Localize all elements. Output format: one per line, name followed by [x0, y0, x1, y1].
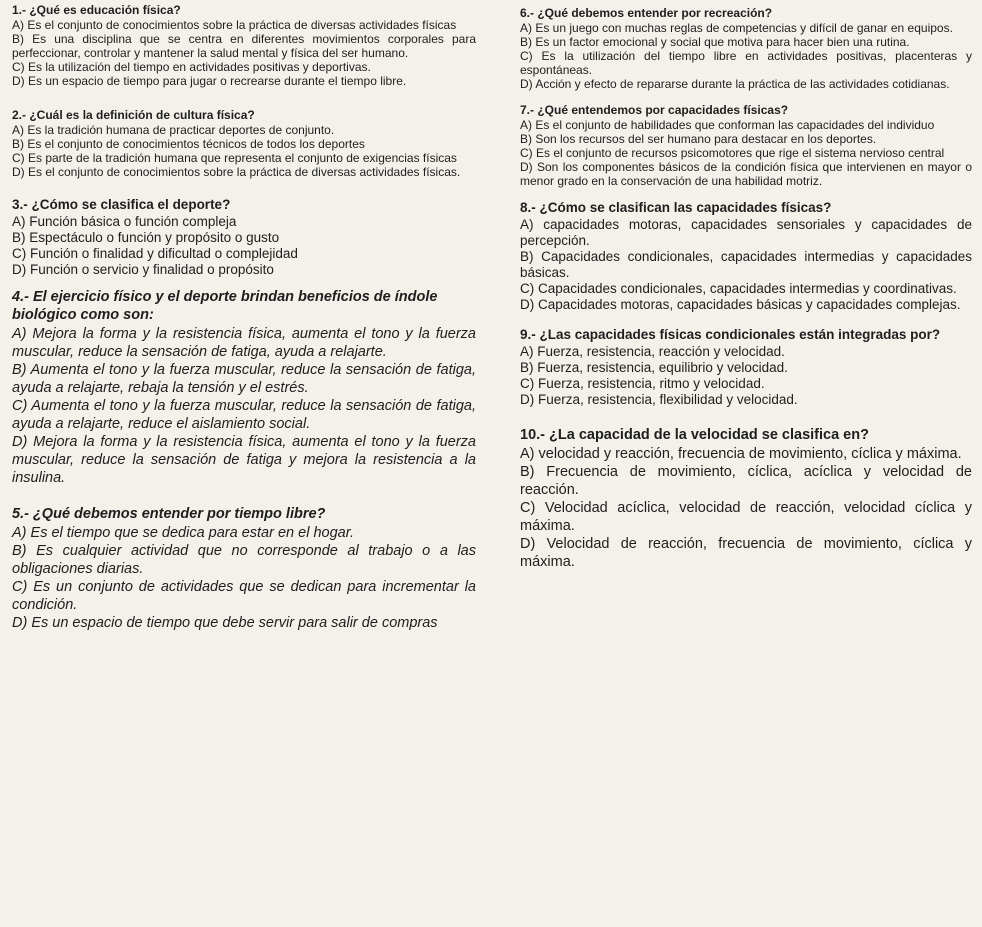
- option-b: B) Aumenta el tono y la fuerza muscular, reduce la sensación de fatiga, ayuda a relajarte, rebaja la tensión y el estrés.: [12, 362, 476, 396]
- right-column: [520, 6, 972, 581]
- option-d: D) Mejora la forma y la resistencia física, aumenta el tono y la fuerza muscular, reduce la sensación de fatiga y mejora la resistencia a la insulina.: [12, 434, 476, 486]
- option-c: C) Fuerza, resistencia, ritmo y velocidad.: [520, 376, 765, 391]
- option-c: C) Es un conjunto de actividades que se dedican para incrementar la condición.: [12, 579, 476, 613]
- option-c: C) Es la utilización del tiempo libre en actividades positivas, placenteras y espontáneas.: [520, 49, 972, 77]
- question-7: [520, 103, 972, 188]
- question-title: 8.- ¿Cómo se clasifican las capacidades físicas?: [520, 200, 832, 215]
- question-1: [12, 3, 476, 88]
- option-a: A) Es el conjunto de conocimientos sobre la práctica de diversas actividades físicas: [12, 18, 457, 32]
- question-title: 9.- ¿Las capacidades físicas condicionales están integradas por?: [520, 327, 941, 342]
- question-10: [520, 426, 972, 571]
- option-c: C) Es parte de la tradición humana que representa el conjunto de exigencias físicas: [12, 151, 457, 165]
- option-b: B) Es cualquier actividad que no corresponde al trabajo o a las obligaciones diarias.: [12, 543, 476, 577]
- option-b: B) Capacidades condicionales, capacidades intermedias y capacidades básicas.: [520, 249, 972, 280]
- option-b: B) Frecuencia de movimiento, cíclica, acíclica y velocidad de reacción.: [520, 464, 972, 498]
- option-a: A) Fuerza, resistencia, reacción y velocidad.: [520, 344, 785, 359]
- option-c: C) Aumenta el tono y la fuerza muscular, reduce la sensación de fatiga, ayuda a relajarte, reduce el aislamiento social.: [12, 398, 476, 432]
- question-title: 10.- ¿La capacidad de la velocidad se clasifica en?: [520, 427, 869, 443]
- option-c: C) Velocidad acíclica, velocidad de reacción, velocidad cíclica y máxima.: [520, 500, 972, 534]
- question-title: 4.- El ejercicio físico y el deporte brindan beneficios de índole biológico como son:: [12, 289, 438, 323]
- question-title: 7.- ¿Qué entendemos por capacidades físicas?: [520, 103, 789, 117]
- option-b: B) Es el conjunto de conocimientos técnicos de todos los deportes: [12, 137, 365, 151]
- option-b: B) Fuerza, resistencia, equilibrio y velocidad.: [520, 360, 788, 375]
- question-9: [520, 327, 972, 408]
- left-column: [12, 3, 476, 642]
- option-d: D) Velocidad de reacción, frecuencia de movimiento, cíclica y máxima.: [520, 536, 972, 570]
- option-b: B) Es un factor emocional y social que motiva para hacer bien una rutina.: [520, 35, 910, 49]
- question-title: 2.- ¿Cuál es la definición de cultura física?: [12, 108, 255, 122]
- question-8: [520, 200, 972, 313]
- option-a: A) velocidad y reacción, frecuencia de movimiento, cíclica y máxima.: [520, 446, 962, 462]
- option-d: D) Es el conjunto de conocimientos sobre la práctica de diversas actividades físicas.: [12, 165, 461, 179]
- question-title: 1.- ¿Qué es educación física?: [12, 3, 181, 17]
- option-d: D) Capacidades motoras, capacidades básicas y capacidades complejas.: [520, 297, 961, 312]
- question-title: 3.- ¿Cómo se clasifica el deporte?: [12, 197, 231, 212]
- option-c: C) Función o finalidad y dificultad o complejidad: [12, 246, 298, 261]
- option-a: A) Es la tradición humana de practicar deportes de conjunto.: [12, 123, 335, 137]
- option-a: A) Es el conjunto de habilidades que conforman las capacidades del individuo: [520, 118, 935, 132]
- option-d: D) Es un espacio de tiempo para jugar o recrearse durante el tiempo libre.: [12, 74, 407, 88]
- option-d: D) Es un espacio de tiempo que debe servir para salir de compras: [12, 615, 438, 631]
- option-b: B) Es una disciplina que se centra en diferentes movimientos corporales para perfeccionar, controlar y mantener la salud mental y física del ser humano.: [12, 32, 476, 60]
- option-a: A) Es un juego con muchas reglas de competencias y difícil de ganar en equipos.: [520, 21, 953, 35]
- option-c: C) Es el conjunto de recursos psicomotores que rige el sistema nervioso central: [520, 146, 945, 160]
- option-a: A) Función básica o función compleja: [12, 214, 237, 229]
- question-6: [520, 6, 972, 91]
- option-d: D) Son los componentes básicos de la condición física que intervienen en mayor o menor grado en la conservación de una habilidad motriz.: [520, 160, 972, 188]
- option-b: B) Espectáculo o función y propósito o gusto: [12, 230, 280, 245]
- question-title: 5.- ¿Qué debemos entender por tiempo libre?: [12, 506, 326, 522]
- question-title: 6.- ¿Qué debemos entender por recreación?: [520, 6, 773, 20]
- option-c: C) Capacidades condicionales, capacidades intermedias y coordinativas.: [520, 281, 957, 296]
- option-d: D) Función o servicio y finalidad o propósito: [12, 262, 274, 277]
- option-c: C) Es la utilización del tiempo en actividades positivas y deportivas.: [12, 60, 371, 74]
- question-3: [12, 197, 476, 278]
- option-b: B) Son los recursos del ser humano para destacar en los deportes.: [520, 132, 877, 146]
- option-a: A) capacidades motoras, capacidades sensoriales y capacidades de percepción.: [520, 217, 972, 248]
- question-4: [12, 288, 476, 487]
- option-d: D) Acción y efecto de repararse durante la práctica de las actividades cotidianas.: [520, 77, 950, 91]
- option-a: A) Es el tiempo que se dedica para estar en el hogar.: [12, 525, 355, 541]
- option-d: D) Fuerza, resistencia, flexibilidad y velocidad.: [520, 392, 798, 407]
- option-a: A) Mejora la forma y la resistencia física, aumenta el tono y la fuerza muscular, reduce la sensación de fatiga, ayuda a relajarte.: [12, 326, 476, 360]
- question-5: [12, 505, 476, 632]
- question-2: [12, 108, 476, 179]
